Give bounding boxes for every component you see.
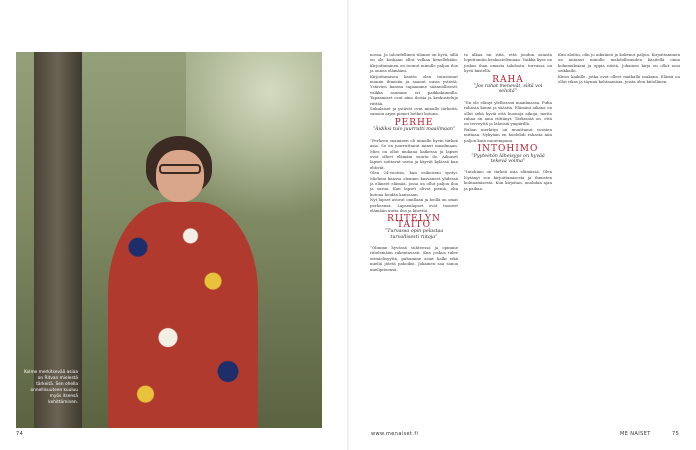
- right-page-number: 75: [672, 431, 680, 437]
- body-paragraph: ”Intohimo on tärkeä asia elämässä. Olen löytänyt sen kirjoittamisesta ja ihmisten kohtaamisesta. Kun kirjoitan, unohdan ajan ja paikan.: [464, 169, 552, 191]
- portrait-photo: [16, 52, 322, 428]
- section-heading-intohimo: INTOHIMO: [477, 144, 539, 155]
- body-paragraph: Olen 24-vuotias, kun esikoiseni syntyi. Mieheni kanssa olemme kasvaneet yhdessä ja eläneet elämää, jossa on ollut paljon iloa ja surua. Kun lapset olivat pieniä, olin kotona heidän kanssaan.: [370, 170, 458, 197]
- text-column-3: [558, 52, 680, 84]
- body-paragraph: Sukulaiset ja ystävät ovat minulle tärkeitä, samoin arjen pienet hetket kotona.: [370, 106, 458, 117]
- section-subheading: ”Äidiksi tulo juurrutti maailmaan”: [372, 127, 456, 133]
- section-subheading: ”Jos rahat menevät, siitä voi selvitä”: [473, 84, 543, 95]
- text-column-2: [464, 52, 552, 191]
- left-page-number: 74: [16, 431, 24, 437]
- section-heading-riitelyn-taito: RIITELYN TAITO: [387, 214, 441, 230]
- footer-brand: ME NAISET: [620, 431, 651, 437]
- face: [156, 150, 204, 202]
- body-paragraph: Kiitos kaikille, jotka ovat olleet matkalla mukana. Elämä on ollut rikas ja täynnä kohtaamisia, joista olen kiitollinen.: [558, 73, 680, 85]
- text-column-1: [370, 52, 458, 272]
- body-paragraph: ”Olimme hyvässä suhteessa ja opimme riitelemään rakentavasti. Kun joskus tulee erimielisyyttä, puhumme asiat halki eikä mieliä jätetä pahoiksi. Jokainen saa sanoa mielipiteensä.: [370, 245, 458, 272]
- body-paragraph: ”Perheen saaminen oli minulle hyvin tärkeä asia. Se on juurruttanut minut maailmaan. Mies on ollut mukana kaikessa ja lapset ovat olleet elämäni suurin ilo. Aikuiset lapset soittavat usein ja käyvät kylässä kun ehtivät.: [370, 137, 458, 170]
- section-subheading: ”Turvassa opin pelastaa turvallisesti riitoja”: [384, 229, 444, 240]
- section-heading-raha: RAHA: [492, 74, 524, 85]
- body-paragraph: nossa. Ja taloudellinen tilanne on hyvä, sillä en ole koskaan ollut velkaa kenellekään. Kirjoittaminen on tuonut minulle paljon iloa ja onnea elämääni.: [370, 52, 458, 74]
- body-paragraph: Nyt lapset asuvat omillaan ja heillä on omat perheensä. Lapsenlapset ovat tuoneet elämään uutta iloa ja kiirettä.: [370, 197, 458, 213]
- footer-website: www.menaiset.fi: [371, 431, 419, 437]
- body-paragraph: ”En ole elänyt ylellisessä maailmassa. Pidin rahasta kiinni ja säästin. Elämäni aikana on ollut sekä hyviä että huonoja aikoja, mutta rahaa on aina riittänyt. Tärkeintä on, että on terveyttä ja läheisiä ympärillä.: [464, 99, 552, 127]
- glasses: [159, 164, 201, 174]
- page-gutter: [347, 0, 349, 450]
- section-heading-perhe: PERHE: [394, 117, 434, 128]
- patterned-blouse: [108, 202, 258, 428]
- body-paragraph: Rahan merkitys on muuttunut vuosien mittaan. Nykyään en huolehdi rahasta niin paljon kuin nuorempana.: [464, 126, 552, 143]
- body-paragraph: Kirjoittamisen kautta olen tutustunut moniin ihmisiin ja saanut uusia ystäviä. Ystävien kanssa tapaamme säännöllisesti, vaikka asumme eri paikkakunnilla. Tapaamiset ovat aina iloisia ja keskusteluja riittää.: [370, 73, 458, 106]
- photo-caption: Kolme merkitsevää asiaa on Ritvan mielestä tärkeitä. Sen ohella onnellisuuteen kuuluu myös itsensä kehittäminen.: [24, 370, 78, 405]
- section-subheading: ”Pyyteetön läheisyys on hyvää tekevä voima”: [471, 153, 545, 164]
- body-paragraph: Kun aloitin, olin jo aikuinen ja kokenut paljon. Kirjoittaminen on antanut minulle mahdollisuuden käsitellä omia kokemuksiani ja oppia niistä. Jokainen kirja on ollut uusi seikkailu.: [558, 52, 680, 74]
- body-paragraph: ta alkaa tai riita, että joudun asiasta loputtomiin keskustelemaan. Vaikka kyse on joskus ihan omasta tahdosta, turvassa on hyvä kiistellä.: [464, 52, 552, 74]
